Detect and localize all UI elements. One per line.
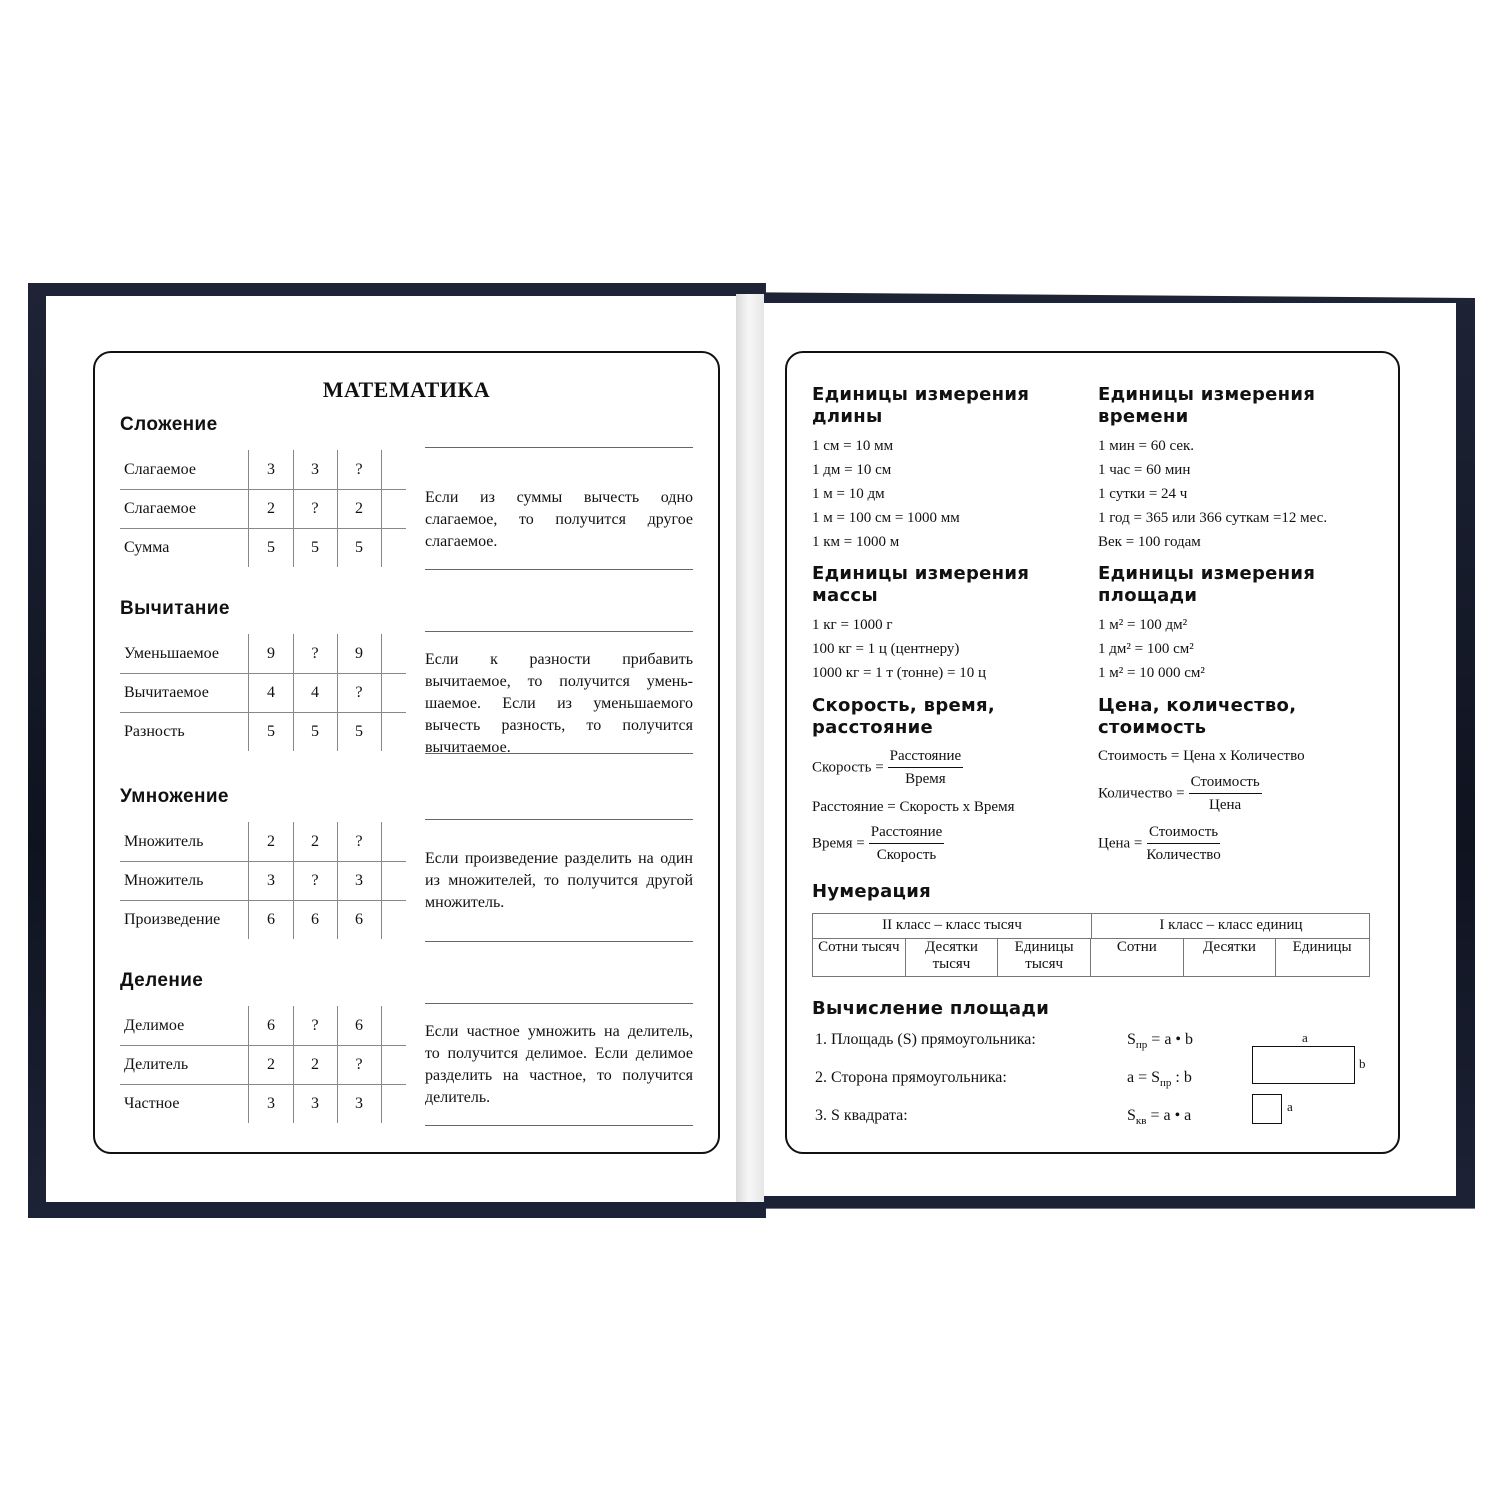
grid-hline — [120, 900, 406, 901]
table-row-label: Вычитаемое — [124, 684, 209, 701]
grid-hline — [120, 528, 406, 529]
area-calc-formula — [1127, 1107, 1191, 1127]
grid-vline — [381, 822, 382, 939]
table-row-label: Разность — [124, 723, 185, 740]
price-heading: Цена, количество, стоимость — [1098, 695, 1297, 738]
unit-item: 1 см = 10 мм — [812, 438, 894, 454]
class-units-header: I класс – класс единиц — [1159, 917, 1303, 933]
unit-item: Век = 100 годам — [1098, 534, 1201, 550]
fraction-denominator: Время — [905, 771, 946, 787]
table-cell: 6 — [355, 911, 363, 928]
table-cell: 4 — [267, 684, 275, 701]
table-cell: 9 — [267, 645, 275, 662]
formula-subscript: пр — [1135, 1039, 1148, 1052]
unit-item: 1 год = 365 или 366 суткам =12 мес. — [1098, 510, 1328, 526]
table-cell: 2 — [267, 1056, 275, 1073]
table-cell: 2 — [311, 833, 319, 850]
note-rule-top — [425, 631, 693, 632]
table-cell: ? — [311, 500, 319, 517]
area-units-heading: Единицы измерения площади — [1098, 563, 1316, 606]
table-cell: ? — [355, 833, 363, 850]
note-rule-top — [425, 447, 693, 448]
table-cell: 3 — [355, 1095, 363, 1112]
rule-note: Если частное умножить на делитель, то получится делимое. Если делимое разделить на частное, то получится делитель. — [425, 1022, 693, 1106]
speed-heading: Скорость, время, расстояние — [812, 695, 996, 738]
area-calc-heading: Вычисление площади — [812, 998, 1050, 1019]
table-cell: ? — [355, 1056, 363, 1073]
mass-heading: Единицы измерения массы — [812, 563, 1030, 606]
cost-formula: Стоимость = Цена х Количество — [1098, 748, 1305, 764]
formula-part: S — [1127, 1107, 1136, 1124]
table-row-label: Множитель — [124, 833, 204, 850]
unit-item: 1 сутки = 24 ч — [1098, 486, 1188, 502]
table-cell: 3 — [311, 1095, 319, 1112]
rectangle-side-label: b — [1359, 1056, 1366, 1071]
formula-part: a = S — [1127, 1069, 1161, 1086]
formula-part: : b — [1171, 1069, 1192, 1086]
grid-hline — [120, 489, 406, 490]
grid-vline — [381, 634, 382, 751]
fraction-numerator: Стоимость — [1147, 824, 1220, 844]
area-calc-label: 2. Сторона прямоугольника: — [815, 1069, 1007, 1086]
grid-vline — [381, 1006, 382, 1123]
numeration-col: Десятки тысяч — [906, 939, 999, 977]
table-cell: ? — [355, 461, 363, 478]
area-calc-label: 1. Площадь (S) прямоугольника: — [815, 1031, 1036, 1048]
note-rule-top — [425, 1003, 693, 1004]
distance-formula: Расстояние = Скорость х Время — [812, 799, 1015, 815]
grid-hline — [120, 861, 406, 862]
table-cell: ? — [311, 1017, 319, 1034]
unit-item: 1 км = 1000 м — [812, 534, 900, 550]
formula-subscript: кв — [1135, 1115, 1147, 1128]
speed-formula — [812, 748, 963, 788]
table-cell: 6 — [311, 911, 319, 928]
table-cell: 5 — [355, 723, 363, 740]
rectangle-diagram — [1252, 1046, 1355, 1084]
table-row-label: Делитель — [124, 1056, 189, 1073]
table-cell: 3 — [267, 872, 275, 889]
table-cell: 5 — [267, 723, 275, 740]
table-cell: 9 — [355, 645, 363, 662]
area-calc-formula — [1127, 1069, 1192, 1089]
table-row-label: Делимое — [124, 1017, 185, 1034]
grid-hline — [120, 673, 406, 674]
table-row-label: Множитель — [124, 872, 204, 889]
fraction-denominator: Количество — [1146, 847, 1221, 863]
unit-item: 1 час = 60 мин — [1098, 462, 1191, 478]
table-row-label: Частное — [124, 1095, 180, 1112]
table-cell: 5 — [355, 539, 363, 556]
square-side-label: a — [1287, 1099, 1293, 1114]
unit-item: 1 м = 100 см = 1000 мм — [812, 510, 960, 526]
time-formula — [812, 824, 944, 864]
formula-lhs: Скорость = — [812, 759, 884, 776]
numeration-col: Единицы тысяч — [998, 939, 1091, 977]
unit-item: 1 кг = 1000 г — [812, 617, 893, 633]
table-cell: 2 — [267, 500, 275, 517]
numeration-table — [812, 913, 1370, 977]
table-cell: 2 — [311, 1056, 319, 1073]
grid-hline — [120, 1045, 406, 1046]
numeration-col: Десятки — [1184, 939, 1277, 977]
price-formula — [1098, 824, 1221, 864]
numeration-col: Сотни тысяч — [813, 939, 906, 977]
section-heading: Умножение — [120, 786, 229, 807]
area-calc-formula — [1127, 1031, 1193, 1051]
unit-item: 1 м² = 100 дм² — [1098, 617, 1188, 633]
formula-part: S — [1127, 1031, 1136, 1048]
unit-item: 1 дм = 10 см — [812, 462, 892, 478]
spine-gutter — [736, 294, 764, 1202]
formula-subscript: пр — [1160, 1077, 1172, 1090]
unit-item: 100 кг = 1 ц (центнеру) — [812, 641, 960, 657]
rule-note: Если к разности прибавить вычитаемое, то получится уменьшаемое. Если из уменьшаемого вычесть разность, то получится вычитаемое. — [425, 650, 693, 756]
table-cell: 2 — [267, 833, 275, 850]
table-cell: 3 — [355, 872, 363, 889]
table-row-label: Уменьшаемое — [124, 645, 219, 662]
numeration-col: Сотни — [1091, 939, 1184, 977]
table-cell: 5 — [311, 539, 319, 556]
table-cell: 5 — [311, 723, 319, 740]
note-rule-bottom — [425, 1125, 693, 1126]
quantity-formula — [1098, 774, 1262, 814]
grid-vline — [381, 450, 382, 567]
table-cell: ? — [311, 645, 319, 662]
numeration-col: Единицы — [1292, 939, 1352, 955]
formula-lhs: Количество = — [1098, 785, 1185, 802]
fraction-numerator: Стоимость — [1189, 774, 1262, 794]
formula-part: = a • b — [1147, 1031, 1194, 1048]
table-cell: ? — [311, 872, 319, 889]
table-row-label: Слагаемое — [124, 461, 196, 478]
unit-item: 1 м² = 10 000 см² — [1098, 665, 1205, 681]
formula-lhs: Цена = — [1098, 835, 1143, 852]
table-cell: 6 — [267, 1017, 275, 1034]
grid-hline — [120, 1084, 406, 1085]
section-heading: Сложение — [120, 414, 218, 435]
table-cell: 5 — [267, 539, 275, 556]
unit-item: 1 м = 10 дм — [812, 486, 885, 502]
table-row-label: Сумма — [124, 539, 170, 556]
note-rule-bottom — [425, 941, 693, 942]
section-heading: Вычитание — [120, 598, 230, 619]
rule-note: Если произведение разделить на один из множителей, то получится другой множитель. — [425, 849, 693, 911]
length-heading: Единицы измерения длины — [812, 384, 1030, 427]
page-title: МАТЕМАТИКА — [322, 377, 491, 402]
note-rule-top — [425, 819, 693, 820]
numeration-heading: Нумерация — [812, 881, 931, 902]
unit-item: 1000 кг = 1 т (тонне) = 10 ц — [812, 665, 987, 681]
table-cell: 6 — [355, 1017, 363, 1034]
table-cell: 3 — [311, 461, 319, 478]
unit-item: 1 мин = 60 сек. — [1098, 438, 1195, 454]
fraction-numerator: Расстояние — [869, 824, 945, 844]
rule-note: Если из суммы вычесть одно слагаемое, то получится другое слагаемое. — [425, 488, 693, 550]
unit-item: 1 дм² = 100 см² — [1098, 641, 1194, 657]
time-heading: Единицы измерения времени — [1098, 384, 1316, 427]
table-cell: 3 — [267, 1095, 275, 1112]
table-row-label: Произведение — [124, 911, 221, 928]
grid-hline — [120, 712, 406, 713]
rectangle-top-label: a — [1302, 1030, 1308, 1045]
table-cell: 6 — [267, 911, 275, 928]
section-heading: Деление — [120, 970, 204, 991]
area-calc-label: 3. S квадрата: — [815, 1107, 908, 1124]
table-cell: 4 — [311, 684, 319, 701]
fraction-denominator: Цена — [1209, 797, 1242, 813]
table-cell: ? — [355, 684, 363, 701]
table-cell: 2 — [355, 500, 363, 517]
square-diagram — [1252, 1094, 1282, 1124]
table-cell: 3 — [267, 461, 275, 478]
formula-part: = a • a — [1146, 1107, 1192, 1124]
class-thousands-header: II класс – класс тысяч — [813, 914, 1092, 938]
fraction-denominator: Скорость — [876, 847, 937, 863]
table-row-label: Слагаемое — [124, 500, 196, 517]
fraction-numerator: Расстояние — [888, 748, 964, 768]
note-rule-bottom — [425, 569, 693, 570]
formula-lhs: Время = — [812, 835, 865, 852]
